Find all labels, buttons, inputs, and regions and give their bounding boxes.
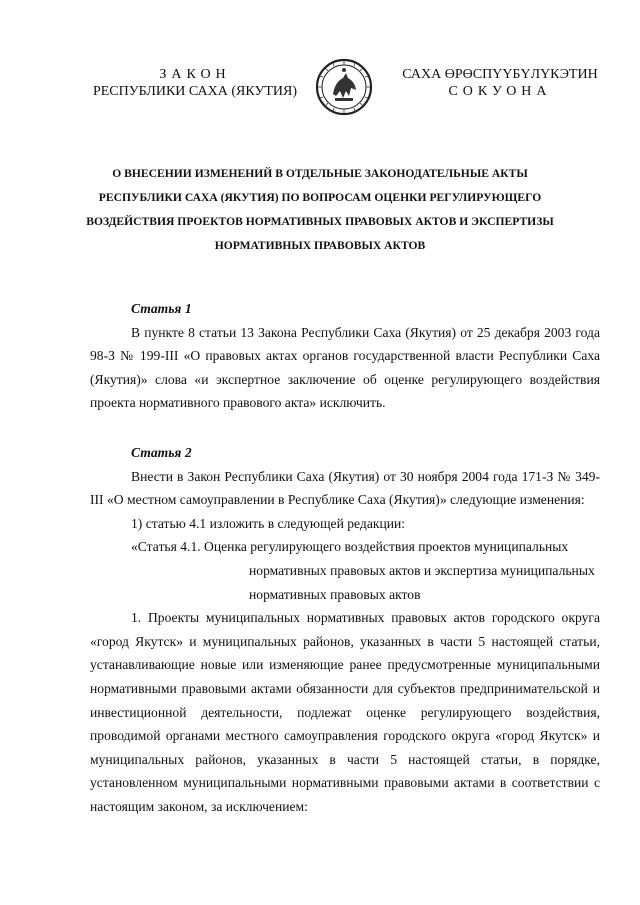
article2-item1: 1) статью 4.1 изложить в следующей редакции: — [131, 515, 406, 531]
coat-of-arms-sakha-icon — [315, 58, 373, 116]
article1-heading: Статья 1 — [131, 301, 192, 316]
title-line4: НОРМАТИВНЫХ ПРАВОВЫХ АКТОВ — [214, 239, 426, 252]
document-body — [90, 297, 600, 818]
title-line1: О ВНЕСЕНИИ ИЗМЕНЕНИЙ В ОТДЕЛЬНЫЕ ЗАКОНОДАТЕЛЬНЫЕ АКТЫ — [112, 167, 528, 180]
header-right — [385, 66, 615, 100]
article-4-1-point1: 1. Проекты муниципальных нормативных правовых актов городского округа «город Якутск» и муниципальных районов, указанных в части 5 настоящей статьи, устанавливающие новые или изменяющие ранее предусмотренные муниципальными нормативными правовыми актами обязанности для субъектов предпринимательской и инвестиционной деятельности, подлежат оценке регулирующего воздействия, проводимой органами местного самоуправления городского округа «город Якутск» и муниципальных районов, указанных в части 5 настоящей статьи, в порядке, установленном муниципальными нормативными правовыми актами в соответствии с настоящим законом, за исключением: — [90, 610, 600, 814]
article2-intro: Внести в Закон Республики Саха (Якутия) от 30 ноября 2004 года 171-З № 349-III «О местном самоуправлении в Республике Саха (Якутия)» следующие изменения: — [90, 468, 600, 508]
header-left-line1: ЗАКОН — [159, 67, 231, 82]
header-right-line1: САХА ӨРӨСПҮҮБҮЛҮКЭТИН — [402, 67, 598, 82]
header-left-line2: РЕСПУБЛИКИ САХА (ЯКУТИЯ) — [92, 84, 298, 99]
header-left — [80, 66, 310, 100]
title-line2: РЕСПУБЛИКИ САХА (ЯКУТИЯ) ПО ВОПРОСАМ ОЦЕНКИ РЕГУЛИРУЮЩЕГО — [98, 191, 542, 204]
article-4-1-heading-line2: нормативных правовых актов и экспертиза муниципальных — [249, 562, 595, 578]
article2-heading: Статья 2 — [131, 444, 192, 460]
article-4-1-heading-line1: «Статья 4.1. Оценка регулирующего воздействия проектов муниципальных — [131, 539, 569, 555]
header-right-line2: СОКУОНА — [448, 84, 552, 99]
article1-text: В пункте 8 статьи 13 Закона Республики Саха (Якутия) от 25 декабря 2003 года 98-З № 199-III «О правовых актах органов государственной власти Республики Саха (Якутия)» слова «и экспертное заключение об оценке регулирующего воздействия проекта нормативного правового акта» исключить. — [90, 324, 600, 411]
article-4-1-heading-line3: нормативных правовых актов — [249, 586, 421, 602]
title-line3: ВОЗДЕЙСТВИЯ ПРОЕКТОВ НОРМАТИВНЫХ ПРАВОВЫХ АКТОВ И ЭКСПЕРТИЗЫ — [86, 215, 554, 228]
article-4-1-heading — [90, 535, 600, 606]
document-title — [60, 162, 580, 258]
